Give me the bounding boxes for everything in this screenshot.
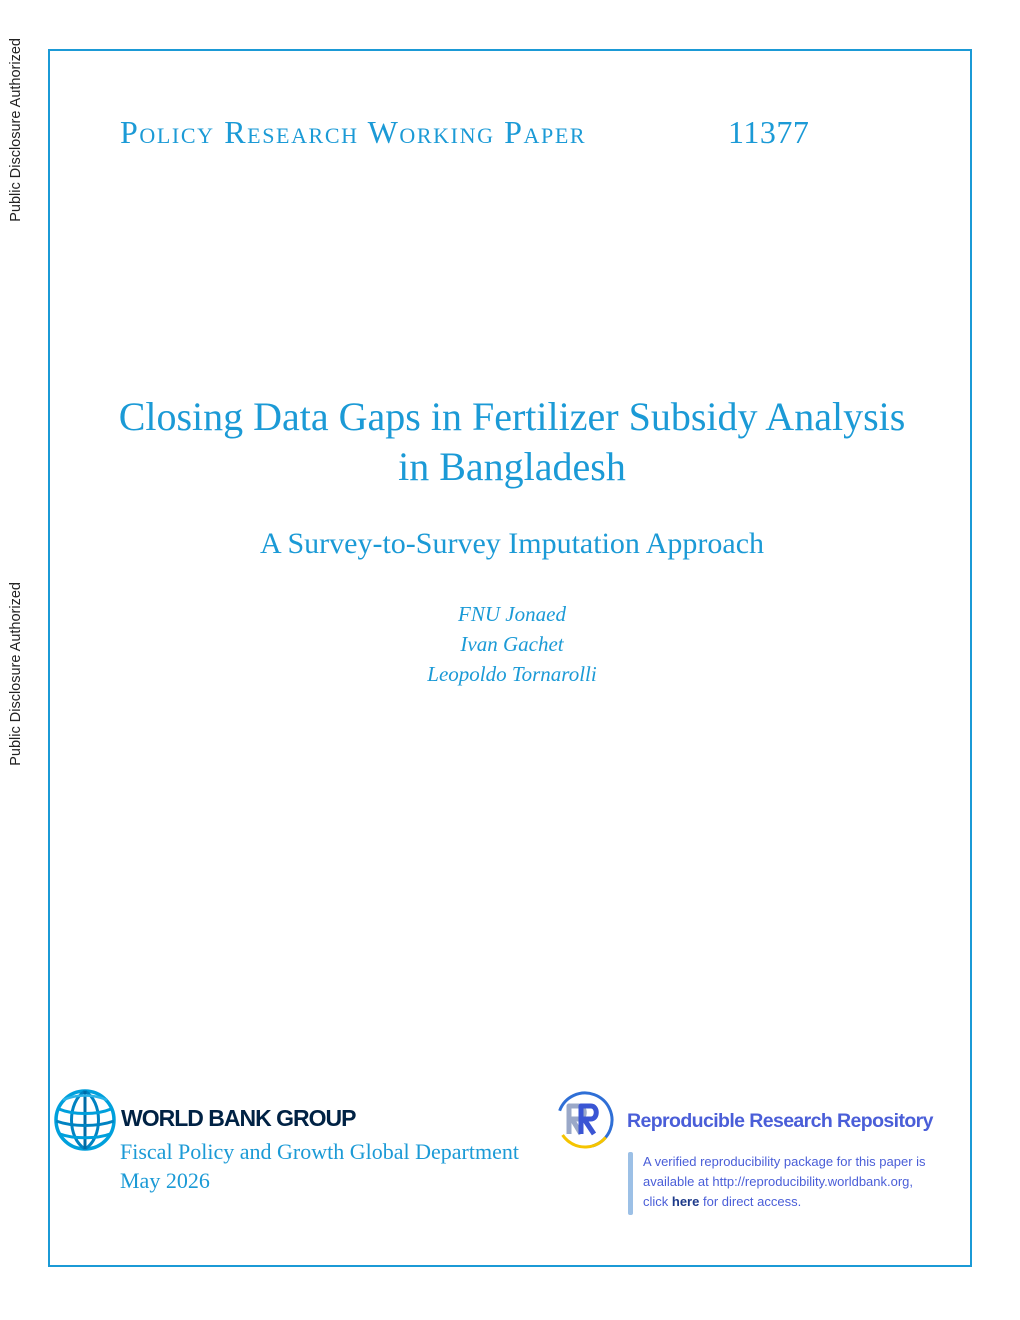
reproducible-research-logo-icon: [555, 1090, 615, 1150]
paper-subtitle: A Survey-to-Survey Imputation Approach: [259, 527, 765, 560]
repository-note-suffix: for direct access.: [699, 1194, 802, 1209]
author-name: Ivan Gachet: [460, 632, 564, 656]
series-title: Policy Research Working Paper: [120, 114, 587, 150]
repository-title: Reproducible Research Repository: [627, 1110, 933, 1132]
disclosure-label-top: Public Disclosure Authorized: [8, 38, 24, 222]
repository-note-line-2: available at http://reproducibility.worldbank.org,: [643, 1174, 914, 1189]
author-name: FNU Jonaed: [458, 602, 566, 626]
repository-note: [643, 1152, 973, 1212]
repository-here-link[interactable]: here: [671, 1194, 700, 1209]
world-bank-group-wordmark: WORLD BANK GROUP: [121, 1105, 356, 1131]
paper-title-line-2: in Bangladesh: [398, 444, 626, 489]
author-list: [60, 599, 964, 689]
publication-date: May 2026: [120, 1168, 210, 1193]
repository-note-accent-bar: [628, 1152, 633, 1215]
paper-title: [60, 392, 964, 492]
repository-note-line-1: A verified reproducibility package for this paper is: [643, 1154, 926, 1169]
paper-number: 11377: [728, 114, 810, 150]
department-name: Fiscal Policy and Growth Global Department: [120, 1139, 519, 1164]
world-bank-globe-icon: [53, 1088, 117, 1152]
paper-title-line-1: Closing Data Gaps in Fertilizer Subsidy Analysis: [118, 394, 906, 439]
author-name: Leopoldo Tornarolli: [427, 662, 597, 686]
repository-note-prefix: click: [643, 1194, 672, 1209]
disclosure-label-middle: Public Disclosure Authorized: [8, 582, 24, 766]
